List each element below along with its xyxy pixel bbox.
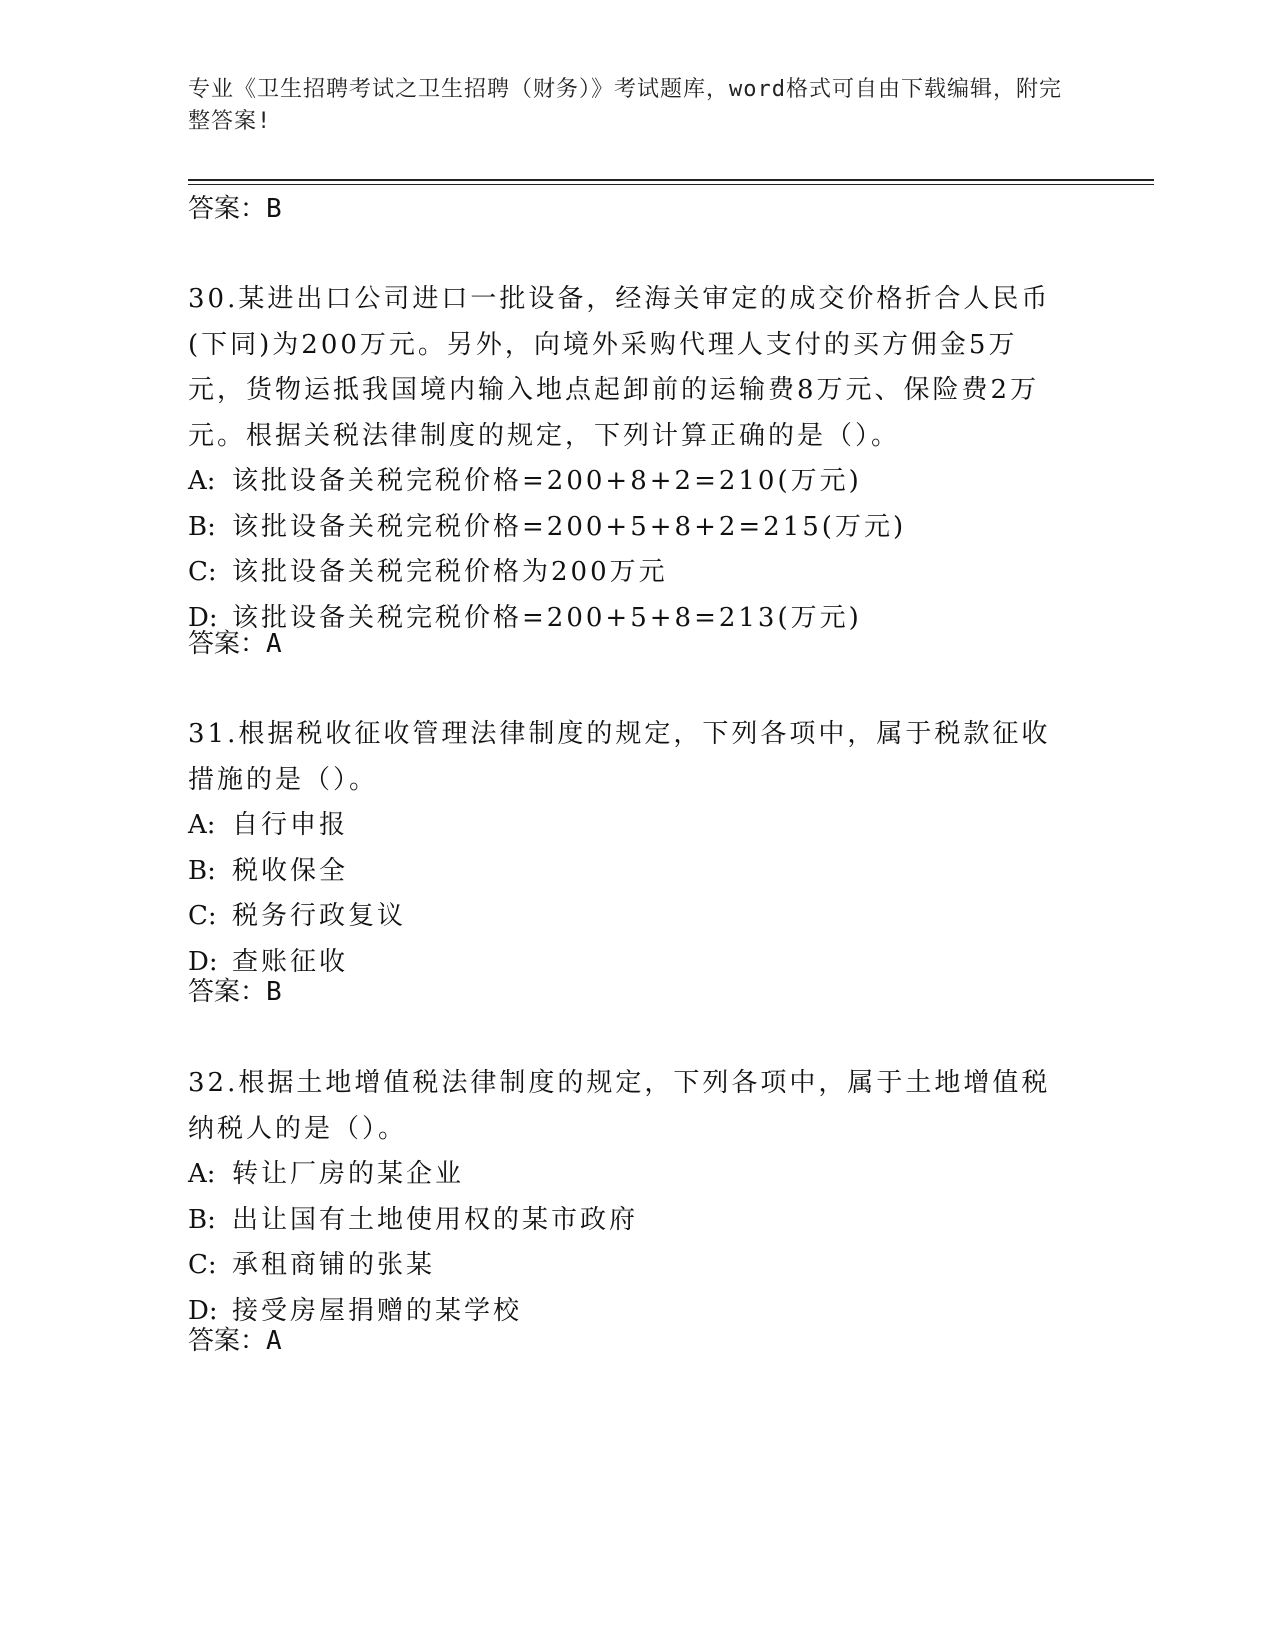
option-c <box>188 1243 1068 1289</box>
option-text: 转让厂房的某企业 <box>232 1159 465 1189</box>
answer-value: A <box>266 1326 282 1356</box>
option-a <box>188 1152 1068 1198</box>
question-text: 根据税收征收管理法律制度的规定，下列各项中，属于税款征收措施的是（）。 <box>188 719 1051 795</box>
option-d <box>188 596 1068 642</box>
option-a <box>188 803 1068 849</box>
question-stem <box>188 277 1068 459</box>
option-text: 出让国有土地使用权的某市政府 <box>232 1204 639 1235</box>
option-text: 该批设备关税完税价格为200万元 <box>232 557 668 587</box>
question-stem <box>188 712 1068 803</box>
answer-label: 答案： <box>188 629 267 659</box>
page-header: 专业《卫生招聘考试之卫生招聘（财务）》考试题库，word格式可自由下载编辑，附完整答案! <box>188 77 1062 134</box>
question-number: 31. <box>188 719 239 749</box>
option-key: B: <box>188 511 216 542</box>
option-d <box>188 1289 1068 1335</box>
answer-line-previous <box>188 193 282 225</box>
option-c <box>188 550 1068 596</box>
option-key: C: <box>188 1250 217 1280</box>
option-a <box>188 459 1068 505</box>
option-key: B: <box>188 1204 216 1235</box>
question-number: 32. <box>188 1068 239 1098</box>
option-text: 查账征收 <box>232 946 349 977</box>
option-key: A: <box>188 466 216 496</box>
answer-label: 答案： <box>188 977 267 1007</box>
option-text: 接受房屋捐赠的某学校 <box>232 1295 523 1326</box>
option-key: B: <box>188 855 216 886</box>
option-text: 该批设备关税完税价格=200+5+8+2=215(万元) <box>232 511 907 542</box>
question-number: 30. <box>188 284 239 314</box>
answer-line-32 <box>188 1325 282 1357</box>
option-c <box>188 894 1068 940</box>
option-text: 税务行政复议 <box>232 901 407 931</box>
option-key: A: <box>188 1159 216 1189</box>
option-key: C: <box>188 557 217 587</box>
option-b <box>188 1198 1068 1244</box>
option-key: C: <box>188 901 217 931</box>
question-text: 某进出口公司进口一批设备，经海关审定的成交价格折合人民币(下同)为200万元。另外，向境外采购代理人支付的买方佣金5万元，货物运抵我国境内输入地点起卸前的运输费8万元、保险费2万元。根据关税法律制度的规定，下列计算正确的是（）。 <box>188 284 1051 451</box>
answer-value: B <box>266 194 282 224</box>
option-text: 该批设备关税完税价格=200+8+2=210(万元) <box>232 466 862 496</box>
option-d <box>188 940 1068 986</box>
question-32 <box>188 1061 1068 1334</box>
header-rule-thin <box>188 184 1154 185</box>
answer-line-30 <box>188 628 282 660</box>
header-rule-thick <box>188 179 1154 181</box>
answer-value: A <box>266 629 282 659</box>
option-key: A: <box>188 810 216 840</box>
question-31 <box>188 712 1068 985</box>
option-key: D: <box>188 1295 218 1326</box>
question-stem <box>188 1061 1068 1152</box>
option-text: 税收保全 <box>232 855 349 886</box>
answer-label: 答案： <box>188 1326 267 1356</box>
answer-label: 答案： <box>188 194 267 224</box>
option-b <box>188 849 1068 895</box>
question-30 <box>188 277 1068 641</box>
answer-line-31 <box>188 976 282 1008</box>
option-key: D: <box>188 946 218 977</box>
option-text: 自行申报 <box>232 810 349 840</box>
option-text: 该批设备关税完税价格=200+5+8=213(万元) <box>232 602 862 633</box>
option-b <box>188 505 1068 551</box>
question-text: 根据土地增值税法律制度的规定，下列各项中，属于土地增值税纳税人的是（）。 <box>188 1068 1051 1144</box>
option-text: 承租商铺的张某 <box>232 1250 436 1280</box>
option-key: D: <box>188 602 218 633</box>
answer-value: B <box>266 977 282 1007</box>
